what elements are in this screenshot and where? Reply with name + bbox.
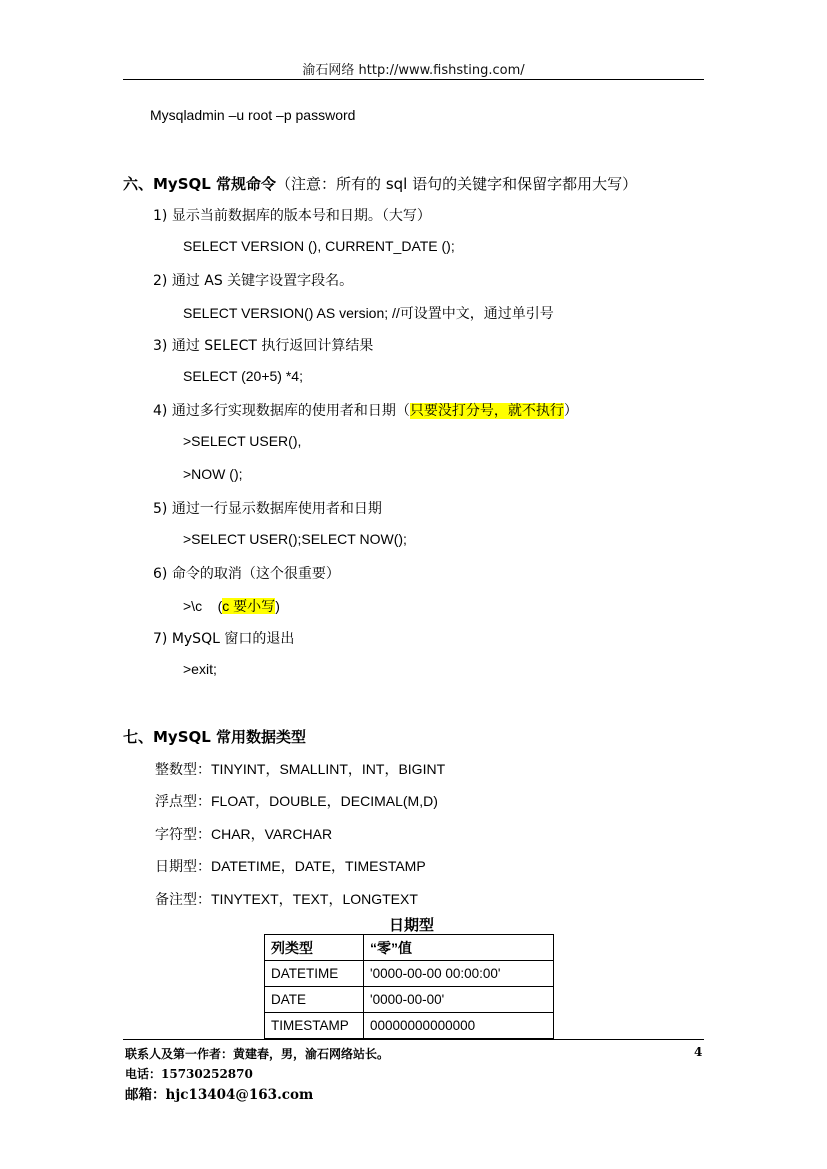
item2-code: SELECT VERSION() AS version; //可设置中文，通过单引号 — [183, 305, 554, 321]
type-name: 浮点型： — [155, 794, 211, 810]
type-row-text — [155, 889, 418, 909]
type-row-float — [155, 791, 438, 811]
table-caption: 日期型 — [389, 916, 435, 934]
item5-label: 5) 通过一行显示数据库使用者和日期 — [153, 501, 382, 517]
table-row — [265, 987, 554, 1013]
type-row-date — [155, 856, 426, 876]
item4-code-line2: >NOW (); — [183, 466, 243, 482]
footer-phone: 电话：15730252870 — [125, 1067, 253, 1081]
table-row — [265, 961, 554, 987]
item1-label: 1) 显示当前数据库的版本号和日期。（大写） — [153, 208, 431, 224]
type-row-integer — [155, 759, 445, 779]
table-header-cell: “零”值 — [364, 935, 554, 961]
section6-title — [123, 173, 637, 194]
table-row — [265, 1013, 554, 1039]
item6-highlight: c 要小写 — [222, 598, 276, 614]
section7-title: 七、MySQL 常用数据类型 — [123, 728, 307, 746]
item1-code: SELECT VERSION (), CURRENT_DATE (); — [183, 238, 455, 254]
item4-label-pre: 4) 通过多行实现数据库的使用者和日期（ — [153, 403, 410, 419]
item6-code — [183, 596, 280, 616]
type-name: 字符型： — [155, 827, 211, 843]
type-name: 整数型： — [155, 762, 211, 778]
type-values: FLOAT，DOUBLE，DECIMAL(M,D) — [211, 793, 438, 809]
section6-title-main: 六、MySQL 常规命令 — [123, 175, 277, 193]
section6-title-note: （注意：所有的 sql 语句的关键字和保留字都用大写） — [276, 175, 638, 193]
table-cell: DATETIME — [265, 961, 364, 987]
table-header-row — [265, 935, 554, 961]
table-cell: DATE — [265, 987, 364, 1013]
page-number: 4 — [694, 1045, 703, 1059]
type-name: 备注型： — [155, 892, 211, 908]
item6-code-post: ) — [275, 598, 280, 614]
item7-label: 7) MySQL 窗口的退出 — [153, 631, 295, 647]
item2-label: 2) 通过 AS 关键字设置字段名。 — [153, 273, 354, 289]
item6-code-pre: >\c ( — [183, 598, 223, 614]
table-cell: 00000000000000 — [364, 1013, 554, 1039]
table-cell: TIMESTAMP — [265, 1013, 364, 1039]
type-values: TINYTEXT，TEXT，LONGTEXT — [211, 891, 418, 907]
item3-code: SELECT (20+5) *4; — [183, 368, 303, 384]
footer-rule — [123, 1039, 704, 1040]
table-cell: '0000-00-00' — [364, 987, 554, 1013]
table-cell: '0000-00-00 00:00:00' — [364, 961, 554, 987]
item3-label: 3) 通过 SELECT 执行返回计算结果 — [153, 338, 374, 354]
type-row-char — [155, 824, 332, 844]
type-values: DATETIME，DATE，TIMESTAMP — [211, 858, 426, 874]
footer-email: 邮箱：hjc13404@163.com — [125, 1087, 314, 1103]
date-type-table — [264, 934, 554, 1039]
item7-code: >exit; — [183, 661, 217, 677]
item4-label — [153, 400, 578, 420]
type-name: 日期型： — [155, 859, 211, 875]
intro-command: Mysqladmin –u root –p password — [150, 107, 356, 123]
header-rule — [123, 79, 704, 80]
item6-label: 6) 命令的取消（这个很重要） — [153, 566, 340, 582]
table-header-cell: 列类型 — [265, 935, 364, 961]
footer-contact: 联系人及第一作者：黄建春，男，渝石网络站长。 — [125, 1047, 390, 1061]
item4-highlight: 只要没打分号，就不执行 — [409, 403, 564, 419]
item4-code-line1: >SELECT USER(), — [183, 433, 302, 449]
page-header: 渝石网络 http://www.fishsting.com/ — [302, 63, 525, 78]
item5-code: >SELECT USER();SELECT NOW(); — [183, 531, 407, 547]
type-values: CHAR，VARCHAR — [211, 826, 333, 842]
type-values: TINYINT，SMALLINT，INT，BIGINT — [211, 761, 446, 777]
item4-label-post: ） — [563, 403, 578, 419]
